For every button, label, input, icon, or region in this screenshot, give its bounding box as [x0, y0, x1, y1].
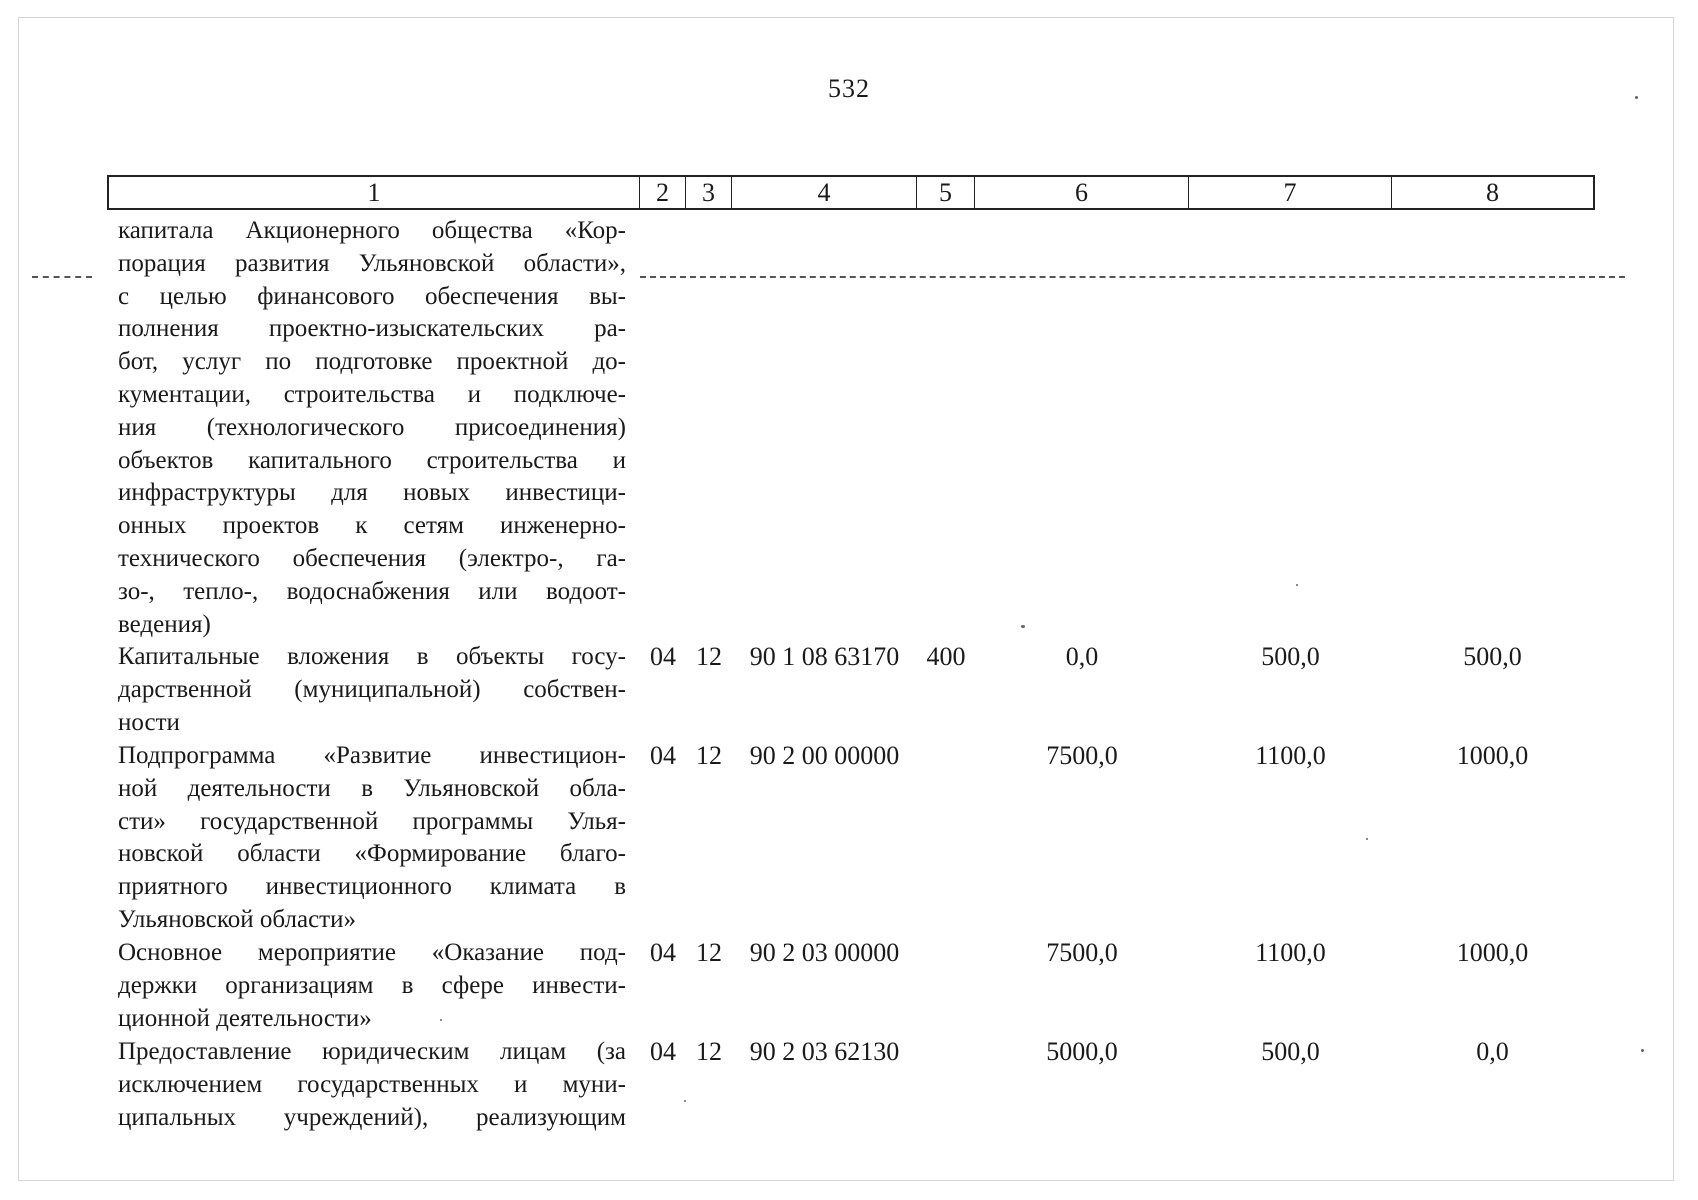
description-line: приятного инвестиционного климата в: [118, 873, 626, 901]
description-line: сти» государственной программы Улья-: [118, 807, 626, 835]
column-header-5: 5: [917, 177, 975, 208]
description-line: ния (технологического присоединения): [118, 413, 626, 441]
description-line: онных проектов к сетям инженерно-: [118, 512, 626, 540]
scan-speck: [440, 1019, 442, 1021]
cell-subsection: 12: [696, 741, 722, 770]
scan-dash-line: [640, 276, 1625, 278]
column-header-2: 2: [640, 177, 686, 208]
page-number: 532: [828, 74, 870, 103]
cell-expense-type: 400: [926, 642, 966, 671]
description-line: исключением государственных и муни-: [118, 1070, 626, 1098]
cell-subsection: 12: [696, 938, 722, 967]
description-line: ционной деятельности»: [118, 1004, 372, 1032]
description-line: ности: [118, 708, 180, 736]
description-line: Ульяновской области»: [118, 905, 356, 933]
cell-amount-6: 7500,0: [1046, 938, 1118, 967]
description-line: инфраструктуры для новых инвестици-: [118, 479, 626, 507]
row-description: [118, 215, 626, 641]
column-header-4: 4: [732, 177, 917, 208]
description-line: кументации, строительства и подключе-: [118, 380, 626, 408]
cell-amount-7: 1100,0: [1255, 938, 1326, 967]
cell-amount-6: 0,0: [1065, 642, 1099, 671]
description-line: Предоставление юридическим лицам (за: [118, 1038, 626, 1065]
description-line: ной деятельности в Ульяновской обла-: [118, 774, 626, 802]
description-line: полнения проектно-изыскательских ра-: [118, 315, 626, 343]
description-line: дарственной (муниципальной) собствен-: [118, 675, 626, 703]
row-description: [118, 1036, 626, 1134]
description-line: объектов капитального строительства и: [118, 446, 626, 474]
description-line: Основное мероприятие «Оказание под-: [118, 939, 626, 966]
cell-target-code: 90 2 03 62130: [749, 1037, 900, 1066]
description-line: технического обеспечения (электро-, га-: [118, 544, 626, 572]
cell-amount-6: 7500,0: [1046, 741, 1118, 770]
scan-speck: [1641, 1049, 1644, 1052]
cell-section: 04: [650, 938, 676, 967]
cell-amount-8: 500,0: [1463, 642, 1522, 671]
row-description: [118, 937, 626, 1035]
scan-speck: [1635, 96, 1638, 99]
description-line: новской области «Формирование благо-: [118, 840, 626, 868]
scan-speck: [684, 1100, 686, 1102]
column-header-6: 6: [975, 177, 1189, 208]
scan-speck: [1296, 584, 1298, 586]
column-header-7: 7: [1189, 177, 1392, 208]
description-line: держки организациям в сфере инвести-: [118, 971, 626, 999]
cell-section: 04: [650, 741, 676, 770]
cell-amount-6: 5000,0: [1046, 1037, 1118, 1066]
column-header-1: 1: [109, 177, 640, 208]
cell-target-code: 90 2 00 00000: [749, 741, 900, 770]
description-line: капитала Акционерного общества «Кор-: [118, 217, 626, 244]
cell-amount-7: 500,0: [1261, 642, 1320, 671]
cell-amount-8: 1000,0: [1456, 741, 1529, 770]
cell-amount-7: 1100,0: [1255, 741, 1326, 770]
cell-subsection: 12: [696, 642, 722, 671]
row-description: [118, 641, 626, 739]
column-header-table: [107, 175, 1595, 210]
scan-dash-line: [32, 276, 92, 278]
description-line: порация развития Ульяновской области»,: [118, 249, 626, 277]
cell-target-code: 90 1 08 63170: [749, 642, 900, 671]
cell-section: 04: [650, 1037, 676, 1066]
description-line: ведения): [118, 610, 211, 638]
cell-subsection: 12: [696, 1037, 722, 1066]
column-header-8: 8: [1486, 178, 1499, 207]
description-line: Капитальные вложения в объекты госу-: [118, 643, 626, 670]
description-line: бот, услуг по подготовке проектной до-: [118, 348, 626, 376]
description-line: Подпрограмма «Развитие инвестицион-: [118, 742, 626, 769]
cell-amount-7: 500,0: [1261, 1037, 1320, 1066]
scan-speck: [1021, 625, 1025, 628]
cell-section: 04: [650, 642, 676, 671]
column-header-3: 3: [686, 177, 732, 208]
description-line: зо-, тепло-, водоснабжения или водоот-: [118, 577, 626, 605]
description-line: ципальных учреждений), реализующим: [118, 1103, 626, 1131]
cell-amount-8: 1000,0: [1456, 938, 1529, 967]
cell-target-code: 90 2 03 00000: [749, 938, 900, 967]
row-description: [118, 740, 626, 937]
scan-speck: [1366, 838, 1368, 840]
description-line: с целью финансового обеспечения вы-: [118, 282, 626, 310]
cell-amount-8: 0,0: [1476, 1037, 1509, 1066]
